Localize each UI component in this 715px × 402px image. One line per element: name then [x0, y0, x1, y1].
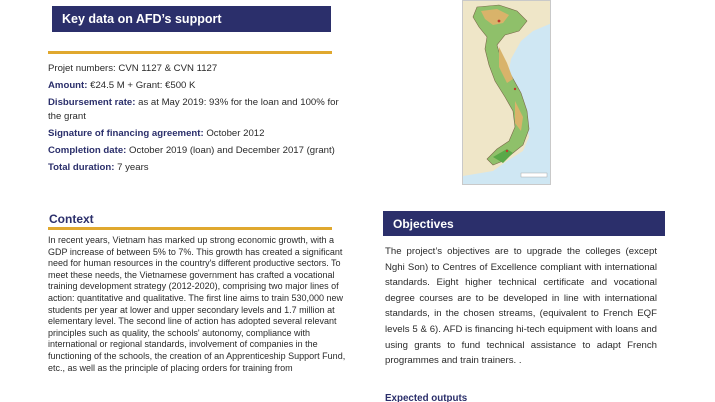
- key-data-item-completion: [48, 144, 348, 157]
- objectives-header: [383, 211, 665, 236]
- key-data-item-signature: [48, 127, 348, 140]
- objectives-title: Objectives: [393, 217, 454, 231]
- key-data-value: 7 years: [114, 162, 149, 174]
- vietnam-map-image: [462, 0, 551, 185]
- key-data-item-disbursement: [48, 96, 348, 122]
- expected-outputs-title: Expected outputs: [385, 393, 468, 402]
- key-data-label: Disbursement rate:: [48, 97, 136, 109]
- key-data-item-project-numbers: [48, 62, 348, 75]
- context-divider: [48, 227, 332, 230]
- key-data-value: October 2019 (loan) and December 2017 (grant): [126, 145, 335, 157]
- key-data-label: Total duration:: [48, 162, 115, 174]
- key-data-value: as at May 2019: 93% for the loan and 100% for the grant: [48, 97, 339, 122]
- key-data-divider: [48, 51, 332, 54]
- key-data-value: CVN 1127 & CVN 1127: [115, 63, 218, 74]
- key-data-value: October 2012: [203, 127, 265, 139]
- key-data-header: [52, 6, 331, 32]
- key-data-label: Completion date:: [48, 145, 127, 157]
- key-data-item-amount: [48, 79, 348, 92]
- key-data-label: Amount:: [48, 80, 88, 92]
- context-title: Context: [49, 212, 94, 226]
- key-data-label: Signature of financing agreement:: [48, 127, 204, 139]
- key-data-list: [48, 62, 348, 178]
- context-body: In recent years, Vietnam has marked up strong economic growth, with a GDP increase of between 5% to 7%. This growth has created a significant need for human resources in the country's different productive sectors. To meet these needs, the Vietnamese government has crafted a vocational training development strategy (2012-2020), comprising two major lines of action: quantitative and qualitative. The first line aims to train 530,000 new students per year at lower and upper secondary levels and 1.7 million at elementary level. The second line of action has adopted several relevant principles such as quality, the schools' autonomy, compliance with international or regional standards, involvement of companies in the functioning of the schools, the creation of an Apprenticeship Support Fund, etc., as well as the principle of placing orders for training from: [48, 235, 346, 373]
- objectives-body: The project’s objectives are to upgrade the colleges (except Nghi Son) to Centres of Excellence compliant with international standards. Eight higher technical certificate and vocational degree courses are to be developed in line with international standards, in the chosen streams, (equivalent to French EQF levels 5 & 6). AFD is financing hi-tech equipment with loans and using grants to fund technical assistance to adapt French programmes and train trainers. .: [385, 246, 657, 367]
- key-data-item-duration: [48, 161, 348, 174]
- key-data-value: €24.5 M + Grant: €500 K: [87, 80, 196, 92]
- key-data-title: Key data on AFD’s support: [62, 12, 222, 26]
- key-data-label: Projet numbers:: [48, 63, 116, 74]
- vietnam-map-graphic: [463, 1, 551, 185]
